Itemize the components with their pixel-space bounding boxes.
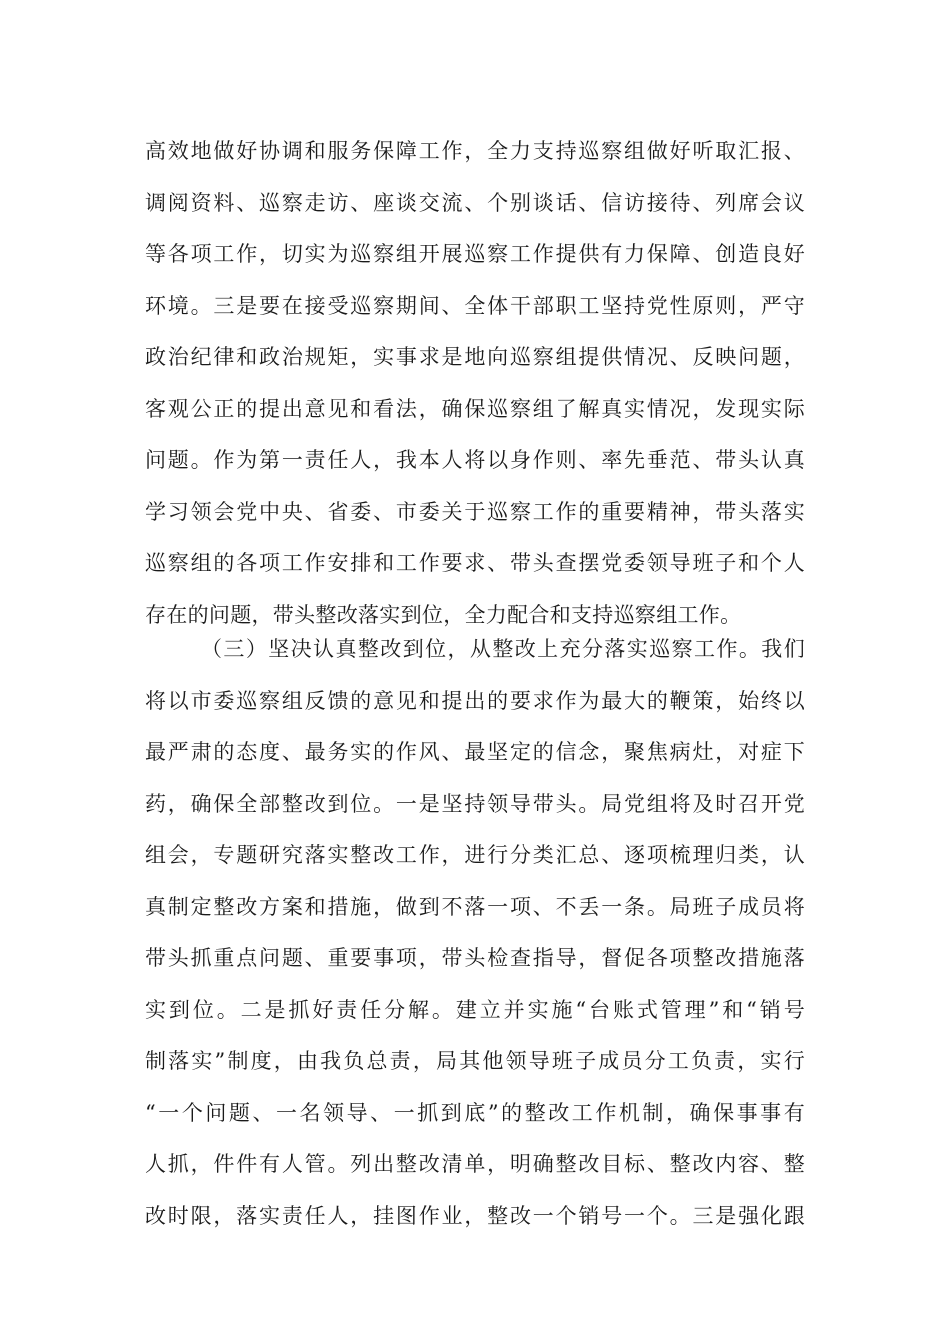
- paragraph-line: 巡察组的各项工作安排和工作要求、带头查摆党委领导班子和个人: [145, 551, 805, 575]
- paragraph-line: 调阅资料、巡察走访、座谈交流、个别谈话、信访接待、列席会议: [145, 190, 805, 215]
- paragraph-line: 真制定整改方案和措施，做到不落一项、不丢一条。局班子成员将: [145, 894, 805, 919]
- paragraph-line: 高效地做好协调和服务保障工作，全力支持巡察组做好听取汇报、: [145, 139, 805, 163]
- paragraph-line: 存在的问题，带头整改落实到位，全力配合和支持巡察组工作。: [145, 602, 742, 627]
- paragraph-line: 改时限，落实责任人，挂图作业，整改一个销号一个。三是强化跟: [145, 1203, 805, 1228]
- paragraph-line: 问题。作为第一责任人，我本人将以身作则、率先垂范、带头认真: [145, 448, 805, 472]
- paragraph-line: 药，确保全部整改到位。一是坚持领导带头。局党组将及时召开党: [145, 791, 805, 816]
- paragraph-line: 人抓，件件有人管。列出整改清单，明确整改目标、整改内容、整: [145, 1152, 805, 1176]
- paragraph-line: “一个问题、一名领导、一抓到底”的整改工作机制，确保事事有: [145, 1100, 805, 1125]
- paragraph-line: 学习领会党中央、省委、市委关于巡察工作的重要精神，带头落实: [145, 499, 805, 524]
- paragraph-line: 最严肃的态度、最务实的作风、最坚定的信念，聚焦病灶，对症下: [145, 740, 805, 764]
- paragraph-line: 将以市委巡察组反馈的意见和提出的要求作为最大的鞭策，始终以: [145, 688, 805, 713]
- paragraph-rectification: [145, 624, 805, 1242]
- paragraph-line: 组会，专题研究落实整改工作，进行分类汇总、逐项梳理归类，认: [145, 843, 805, 867]
- paragraph-line: 制落实”制度，由我负总责，局其他领导班子成员分工负责，实行: [145, 1049, 805, 1073]
- paragraph-line: 实到位。二是抓好责任分解。建立并实施“台账式管理”和“销号: [145, 997, 805, 1022]
- section-heading-line: （三）坚决认真整改到位，从整改上充分落实巡察工作。我们: [201, 637, 805, 661]
- paragraph-line: 带头抓重点问题、重要事项，带头检查指导，督促各项整改措施落: [145, 946, 805, 970]
- paragraph-support-inspection: [145, 126, 805, 641]
- paragraph-line: 政治纪律和政治规矩，实事求是地向巡察组提供情况、反映问题，: [145, 345, 805, 369]
- paragraph-line: 等各项工作，切实为巡察组开展巡察工作提供有力保障、创造良好: [145, 242, 805, 266]
- paragraph-line: 环境。三是要在接受巡察期间、全体干部职工坚持党性原则，严守: [145, 293, 805, 318]
- paragraph-line: 客观公正的提出意见和看法，确保巡察组了解真实情况，发现实际: [145, 396, 805, 421]
